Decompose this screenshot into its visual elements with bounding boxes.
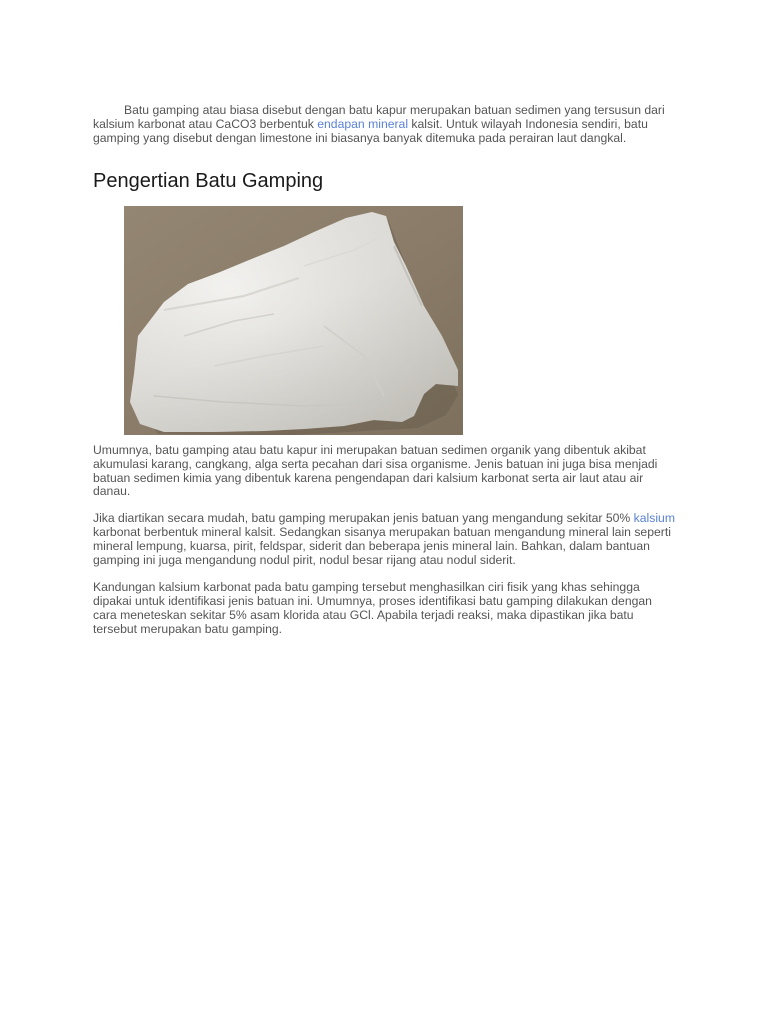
paragraph-kandungan: Kandungan kalsium karbonat pada batu gamping tersebut menghasilkan ciri fisik yang khas sehingga dipakai untuk identifikasi jenis batuan ini. Umumnya, proses identifikasi batu gamping dilakukan dengan cara meneteskan sekitar 5% asam klorida atau GCl. Apabila terjadi reaksi, maka dipastikan jika batu tersebut merupakan batu gamping. xyxy=(93,579,652,636)
p3-text-end: karbonat berbentuk mineral kalsit. Sedangkan sisanya merupakan batuan mengandung mineral lain seperti mineral lempung, kuarsa, pirit, feldspar, siderit dan beberapa jenis mineral lain. Bahkan, dalam bantuan gamping ini juga mengandung nodul pirit, nodul besar rijang atau nodul siderit. xyxy=(93,525,671,568)
limestone-photo xyxy=(124,206,463,435)
paragraph-jika-diartikan xyxy=(93,512,677,568)
p3-text-start: Jika diartikan secara mudah, batu gamping merupakan jenis batuan yang mengandung sekitar 50% xyxy=(93,511,634,526)
section-heading: Pengertian Batu Gamping xyxy=(93,169,324,192)
paragraph-umumnya: Umumnya, batu gamping atau batu kapur ini merupakan batuan sedimen organik yang dibentuk akibat akumulasi karang, cangkang, alga serta pecahan dari sisa organisme. Jenis batuan ini juga bisa menjadi batuan sedimen kimia yang dibentuk karena pengendapan dari kalsium karbonat serta air laut atau air danau. xyxy=(93,442,658,499)
intro-text-end: kalsit. Untuk wilayah Indonesia sendiri, batu gamping yang disebut dengan limestone ini biasanya banyak ditemuka pada perairan laut dangkal. xyxy=(93,116,648,145)
endapan-mineral-link[interactable]: endapan mineral xyxy=(317,116,409,131)
kalsium-link[interactable]: kalsium xyxy=(633,511,675,526)
intro-paragraph xyxy=(93,104,677,146)
document-body xyxy=(93,104,677,637)
intro-text-start: Batu gamping atau biasa disebut dengan batu kapur merupakan batuan sedimen yang tersusun dari kalsium karbonat atau CaCO3 berbentuk xyxy=(93,103,665,131)
